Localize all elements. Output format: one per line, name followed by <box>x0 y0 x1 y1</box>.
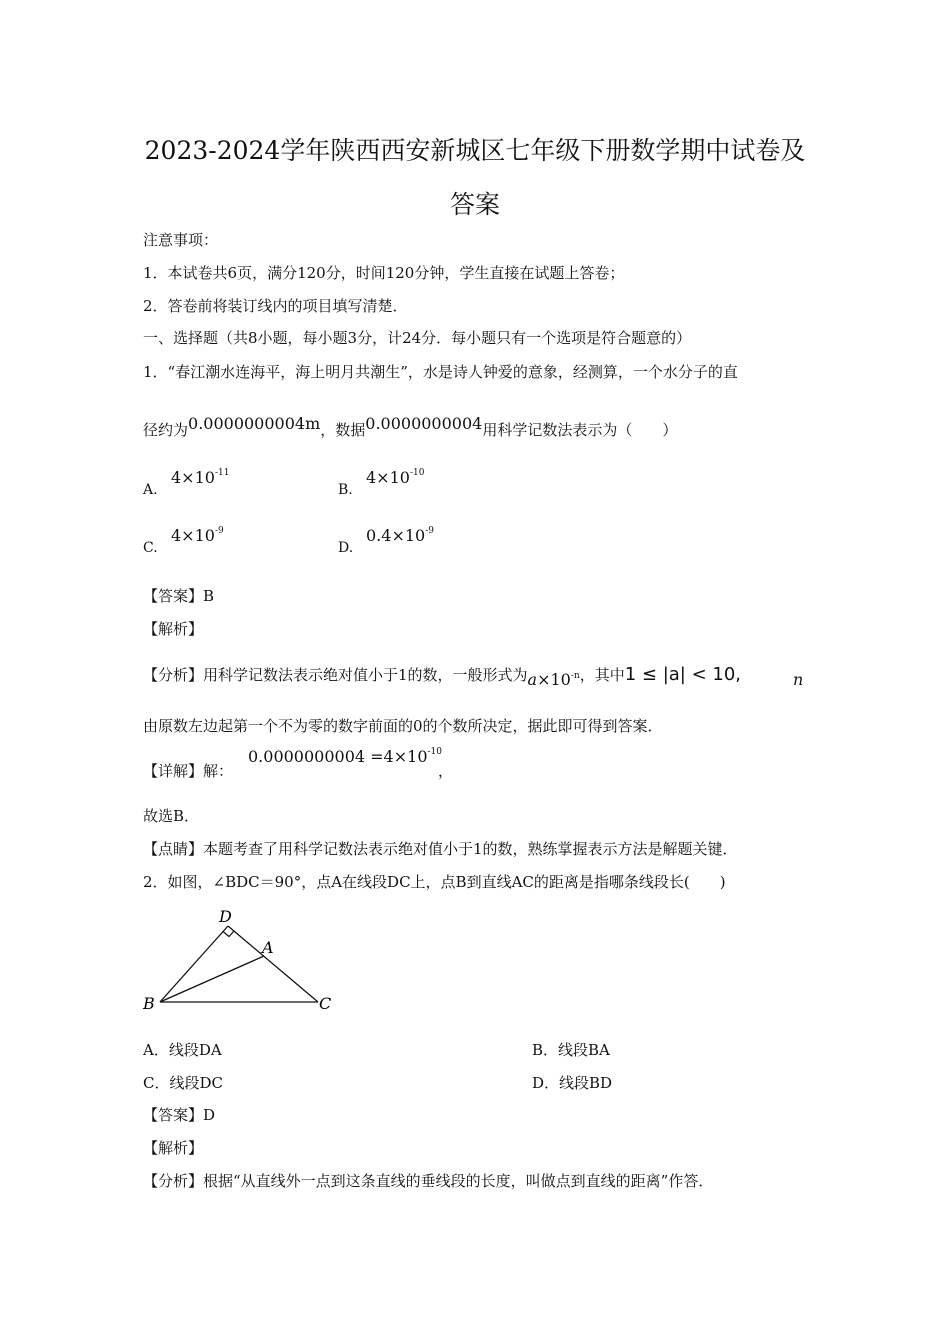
q1-detail-prefix: 【详解】解： <box>143 762 234 780</box>
q1-stem-line2 <box>143 414 678 440</box>
q1-stem-prefix: 径约为 <box>143 421 189 439</box>
q1-fenxi-prefix: 【分析】用科学记数法表示绝对值小于1的数，一般形式为 <box>143 666 528 684</box>
q1-fenxi-condition: 1 ≤ |a| < 10, <box>624 664 742 685</box>
q2-triangle-figure <box>140 905 340 1020</box>
q1-option-d-value <box>366 526 434 545</box>
q1-stem-suffix: 用科学记数法表示为（ ） <box>482 421 678 439</box>
notice-heading: 注意事项： <box>143 231 219 249</box>
q1-fenxi-n: n <box>793 670 804 689</box>
q1-option-b-base: 4×10 <box>366 468 410 487</box>
q2-label-d: D <box>219 907 232 926</box>
q2-answer: 【答案】D <box>143 1106 216 1124</box>
q1-choose: 故选B． <box>143 807 200 825</box>
q1-option-c-value <box>171 526 224 545</box>
notice-item-1: 1．本试卷共6页，满分120分，时间120分钟，学生直接在试题上答卷； <box>143 264 625 282</box>
q2-label-a: A <box>262 938 274 957</box>
notice-item-2: 2．答卷前将装订线内的项目填写清楚． <box>143 297 408 315</box>
q2-analysis-heading: 【解析】 <box>143 1139 204 1157</box>
q1-option-b-value <box>366 468 424 487</box>
q1-detail-expression <box>248 747 442 766</box>
q1-fenxi-mid: ，其中 <box>579 666 625 684</box>
section-heading-choice: 一、选择题（共8小题，每小题3分，计24分．每小题只有一个选项是符合题意的） <box>143 329 692 347</box>
q1-stem-value-m: 0.0000000004m <box>188 414 321 433</box>
q1-option-a-label: A. <box>143 482 158 498</box>
document-title-line2: 答案 <box>449 190 500 219</box>
q1-stem-value: 0.0000000004 <box>365 414 483 433</box>
q1-option-a-base: 4×10 <box>171 468 215 487</box>
q1-detail-exp: -10 <box>427 747 442 757</box>
q1-detail-expr: 0.0000000004 =4×10 <box>248 747 428 766</box>
q1-fenxi-exp: -n <box>570 671 580 681</box>
q2-option-c: C．线段DC <box>143 1074 223 1092</box>
q1-fenxi-base: ×10 <box>537 670 571 689</box>
q1-option-d-label: D. <box>338 540 354 556</box>
q1-answer: 【答案】B <box>143 587 215 605</box>
q2-option-d: D．线段BD <box>532 1074 613 1092</box>
q2-fenxi: 【分析】根据“从直线外一点到这条直线的垂线段的长度，叫做点到直线的距离”作答． <box>143 1172 714 1190</box>
q2-label-b: B <box>143 994 155 1013</box>
q2-segment-ba <box>160 956 264 1002</box>
q2-segment-bd <box>160 926 228 1002</box>
q1-fenxi-line2: 由原数左边起第一个不为零的数字前面的0的个数所决定，据此即可得到答案． <box>143 717 663 735</box>
q1-option-b-exp: -10 <box>409 468 425 478</box>
q1-analysis-heading: 【解析】 <box>143 620 204 638</box>
q2-option-b: B．线段BA <box>532 1041 610 1059</box>
q1-stem-line1: 1．“春江潮水连海平，海上明月共潮生”，水是诗人钟爱的意象，经测算，一个水分子的直 <box>143 363 738 381</box>
q1-option-a-value <box>171 468 229 487</box>
q1-stem-mid: ，数据 <box>320 421 366 439</box>
q1-option-c-label: C. <box>143 540 158 556</box>
q1-option-a-exp: -11 <box>214 468 230 478</box>
document-title-line1: 2023-2024学年陕西西安新城区七年级下册数学期中试卷及 <box>144 136 806 165</box>
q1-option-c-base: 4×10 <box>171 526 215 545</box>
q1-option-d-exp: -9 <box>425 526 434 536</box>
q2-label-c: C <box>319 994 332 1013</box>
q1-detail-suffix: ， <box>438 762 454 780</box>
q2-right-angle-mark <box>223 931 234 937</box>
q1-option-d-base: 0.4×10 <box>366 526 426 545</box>
q2-option-a: A．线段DA <box>143 1041 222 1059</box>
q1-option-c-exp: -9 <box>214 526 224 536</box>
q1-fenxi-line1 <box>143 664 742 689</box>
q1-comment: 【点睛】本题考查了用科学记数法表示绝对值小于1的数，熟练掌握表示方法是解题关键． <box>143 840 738 858</box>
q2-stem: 2．如图，∠BDC＝90°，点A在线段DC上，点B到直线AC的距离是指哪条线段长( ) <box>143 873 726 891</box>
q1-fenxi-a: a <box>527 670 538 689</box>
q1-option-b-label: B. <box>338 482 353 498</box>
